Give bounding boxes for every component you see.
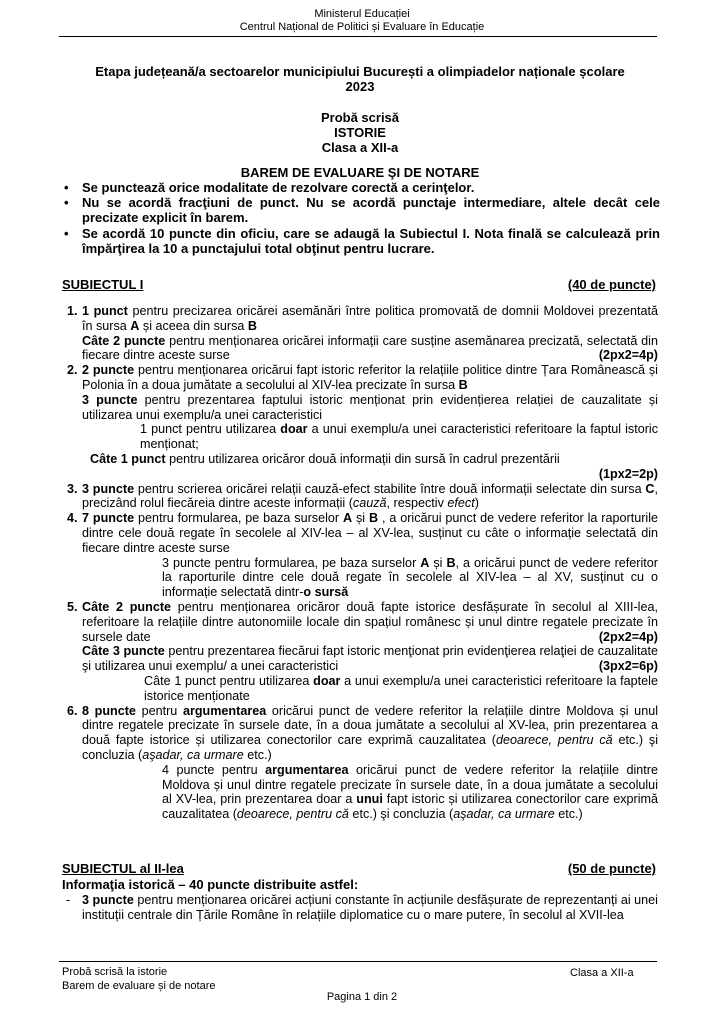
page-number: Pagina 1 din 2 bbox=[326, 991, 398, 1003]
title-line: Etapa județeană/a sectoarelor municipiului București a olimpiadelor naționale școlare bbox=[95, 64, 625, 79]
subject-1-items bbox=[62, 304, 658, 822]
footer-grade: Clasa a XII-a bbox=[570, 967, 634, 979]
bullet-icon: • bbox=[64, 180, 69, 195]
item-1: 1. 1 punct pentru precizarea oricărei asemănări între politica promovată de domnii Moldovei prezentată în sursa A și aceea din sursa B Câte 2 puncte pentru menționarea oricărei informații care susține asemănarea precizată, selectată din fiecare dintre aceste surse (2px2=4p) bbox=[67, 304, 659, 363]
score-badge: (2px2=4p) bbox=[598, 348, 658, 363]
bullet-icon: • bbox=[64, 195, 69, 211]
exam-subject: ISTORIE bbox=[334, 125, 386, 140]
subject-2-heading: SUBIECTUL al II-lea (50 de puncte) bbox=[62, 861, 656, 876]
score-badge: (3px2=6p) bbox=[598, 659, 658, 674]
page-header bbox=[0, 8, 724, 34]
item-6: 6. 8 puncte pentru argumentarea oricărui punct de vedere referitor la relațiile dintre Moldova și unul dintre regatele precizate în sursele date, în a doua jumătate a secolului al XV-lea, prin prezentarea a două fapte istorice și utilizarea conectorilor care exprimă cauzalitatea (deoarece, pentru că etc.) şi concluzia (aşadar, ca urmare etc.) 4 puncte pentru argumentarea oricărui punct de vedere referitor la relațiile dintre Moldova și unul dintre regatele precizate în sursele date, în a doua jumătate a secolului al XV-lea, prin prezentarea doar a unui fapt istoric și utilizarea conectorilor care exprimă cauzalitatea (deoarece, pentru că etc.) şi concluzia (aşadar, ca urmare etc.) bbox=[67, 703, 658, 822]
score-badge: (1px2=2p) bbox=[598, 466, 658, 481]
footer-divider bbox=[59, 961, 657, 962]
ministry-name: Ministerul Educației bbox=[314, 8, 410, 20]
document-title bbox=[60, 64, 660, 94]
exam-info bbox=[60, 110, 660, 155]
score-badge: (2px2=4p) bbox=[598, 629, 658, 644]
header-divider bbox=[59, 36, 657, 37]
subject-1-heading: SUBIECTUL I (40 de puncte) bbox=[62, 277, 656, 292]
bullet-icon: • bbox=[64, 225, 69, 241]
title-year: 2023 bbox=[345, 79, 375, 94]
center-name: Centrul Național de Politici și Evaluare în Educație bbox=[239, 21, 485, 33]
item-2: 2. 2 puncte pentru menționarea oricărui fapt istoric referitor la relațiile politice dintre Țara Românească și Polonia în a doua jumătate a secolului al XIV-lea precizate în sursa B 3 puncte pentru prezentarea faptului istoric menționat prin evidențierea relației de cauzalitate și utilizarea unui exemplu/a unei caracteristici 1 punct pentru utilizarea doar a unui exemplu/a unei caracteristici referitoare la faptul istoric menționat; Câte 1 punct pentru utilizarea oricăror două informații din sursă în cadrul prezentării (1px2=2p) bbox=[67, 363, 659, 481]
rules-list bbox=[62, 180, 660, 256]
rule-item: • Se punctează orice modalitate de rezolvare corectă a cerinţelor. bbox=[64, 180, 475, 195]
item-4: 4. 7 puncte pentru formularea, pe baza surselor A și B , a oricărui punct de vedere referitor la raporturile dintre cele două regate în secolele al XIV-lea – al XV-lea, susținut cu câte o informație selectată din fiecare dintre aceste surse 3 puncte pentru formularea, pe baza surselor A și B, a oricărui punct de vedere referitor la raporturile dintre cele două regate în secolele al XIV-lea – al XV, susținut cu o informație selectată dintr-o sursă bbox=[67, 511, 658, 600]
rule-item: • Se acordă 10 puncte din oficiu, care se adaugă la Subiectul I. Nota finală se calculează prin împărţirea la 10 a punctajului total obţinut pentru lucrare. bbox=[64, 225, 660, 256]
subject-2-item: - 3 puncte pentru menționarea oricărei acțiuni constante în acțiunile desfășurate de reprezentanți ai unei instituții centrale din Țările Române în relațiile diplomatice cu o mare putere, în secolul al XVII-lea bbox=[66, 893, 658, 922]
barem-title: BAREM DE EVALUARE ŞI DE NOTARE bbox=[240, 165, 480, 180]
footer-left: Probă scrisă la istorie Barem de evaluare și de notare bbox=[62, 966, 216, 992]
exam-type: Probă scrisă bbox=[320, 110, 400, 125]
subject-2-intro: Informaţia istorică – 40 puncte distribuite astfel: bbox=[62, 877, 359, 892]
rule-item: • Nu se acordă fracţiuni de punct. Nu se acordă punctaje intermediare, altele decât cele precizate explicit în barem. bbox=[64, 195, 660, 226]
item-3: 3. 3 puncte pentru scrierea oricărei relații cauză-efect stabilite între două informații selectate din sursa C, precizând rolul fiecăreia dintre aceste informații (cauză, respectiv efect) bbox=[67, 481, 658, 511]
exam-grade: Clasa a XII-a bbox=[321, 140, 399, 155]
item-5: 5. Câte 2 puncte pentru menționarea oricăror două fapte istorice desfășurate în secolul al XIII-lea, referitoare la relațiile dintre autonomiile locale din spațiul românesc și unul dintre regatele precizate în sursele date (2px2=4p) Câte 3 puncte pentru prezentarea fiecărui fapt istoric menţionat prin evidenţierea relaţiei de cauzalitate şi utilizarea unui exemplu/ a unei caracteristici (3px2=6p) Câte 1 punct pentru utilizarea doar a unui exemplu/a unei caracteristici referitoare la faptele istorice menționate bbox=[67, 599, 658, 703]
